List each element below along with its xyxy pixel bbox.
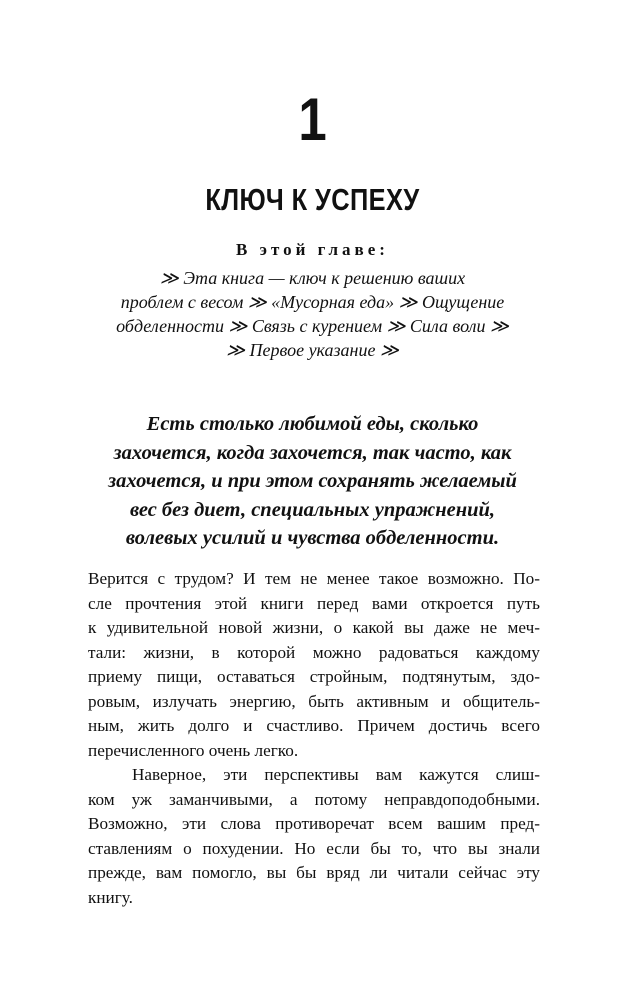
body-line: тали: жизни, в которой можно радоваться каждому: [88, 642, 540, 662]
chapter-contents: [70, 266, 555, 362]
body-line: Наверное, эти перспективы вам кажутся слиш-: [132, 765, 540, 784]
promise-quote: [60, 410, 565, 553]
promise-line: волевых усилий и чувства обделенности.: [125, 527, 500, 549]
body-line: ставлениям о похудении. Но если бы то, что вы знали: [88, 838, 540, 858]
promise-line: Есть столько любимой еды, сколько: [146, 413, 479, 435]
body-line: перечисленного очень легко.: [88, 740, 299, 760]
body-line: Верится с трудом? И тем не менее такое возможно. По-: [88, 569, 540, 588]
body-line: Возможно, эти слова противоречат всем вашим пред-: [88, 814, 540, 833]
chapter-title: КЛЮЧ К УСПЕХУ: [205, 182, 420, 217]
body-line: ком уж заманчивыми, а потому неправдоподобными.: [88, 789, 540, 809]
body-line: сле прочтения этой книги перед вами откроется путь: [88, 593, 540, 613]
promise-line: захочется, когда захочется, так часто, как: [113, 441, 512, 464]
body-text: [88, 567, 540, 910]
toc-line: ≫ Эта книга — ключ к решению ваших: [159, 268, 466, 288]
chapter-number: 1: [298, 86, 327, 153]
body-line: ровым, излучать энергию, быть активным и общитель-: [88, 691, 540, 711]
promise-line: захочется, и при этом сохранять желаемый: [108, 470, 517, 492]
toc-line: проблем с весом ≫ «Мусорная еда» ≫ Ощущение: [120, 292, 505, 312]
body-line: приему пищи, оставаться стройным, подтянутым, здо-: [88, 667, 540, 686]
body-line: к удивительной новой жизни, о какой вы даже не меч-: [88, 618, 540, 637]
toc-line: обделенности ≫ Связь с курением ≫ Сила воли ≫: [116, 316, 509, 336]
body-line: прежде, вам помогло, вы бы вряд ли читали сейчас эту: [88, 863, 540, 882]
promise-line: вес без диет, специальных упражнений,: [129, 498, 496, 521]
body-line: ным, жить долго и счастливо. Причем достичь всего: [88, 716, 540, 735]
in-chapter-label: В этой главе:: [236, 240, 389, 259]
body-line: книгу.: [88, 887, 133, 907]
toc-line: ≫ Первое указание ≫: [226, 340, 399, 360]
